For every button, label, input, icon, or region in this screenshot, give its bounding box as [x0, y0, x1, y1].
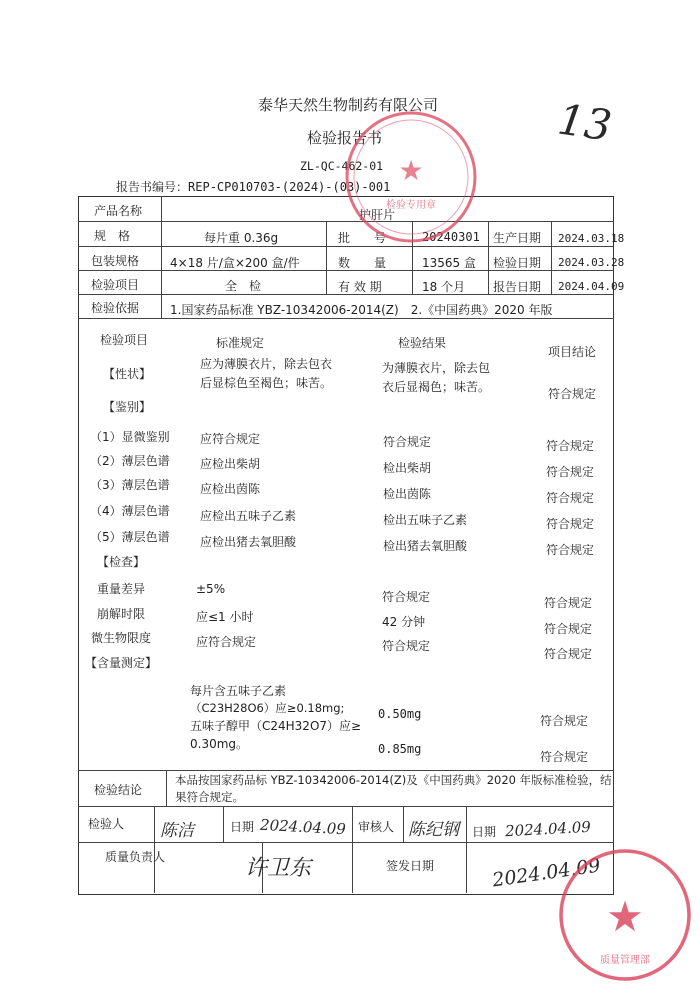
check-item-1: 重量差异: [97, 582, 146, 596]
check-res-1: 符合规定: [382, 590, 431, 604]
report-number-label: 报告书编号：: [116, 180, 189, 194]
ident-res-1: 符合规定: [383, 435, 432, 449]
issue-date: 2024.04.09: [490, 854, 602, 892]
ident-res-3: 检出茵陈: [383, 487, 432, 501]
section-checks: 【检查】: [97, 555, 146, 569]
batch-value: 20240301: [422, 230, 480, 244]
check-std-2: 应≤1 小时: [196, 610, 254, 624]
inspector-signature: 陈洁: [160, 821, 194, 841]
check-std-1: ±5%: [196, 582, 226, 596]
inspector-date-label: 日期: [230, 820, 255, 834]
assay-result-1: 0.50mg: [378, 707, 422, 721]
ident-std-3: 应检出茵陈: [200, 482, 261, 496]
traits-result-1: 为薄膜衣片，除去包: [382, 361, 491, 375]
assay-std-line-4: 0.30mg。: [190, 737, 249, 751]
ident-std-4: 应检出五味子乙素: [200, 509, 297, 523]
test-date-label: 检验日期: [493, 256, 542, 270]
svg-text:★: ★: [398, 154, 424, 187]
spec-value: 每片重 0.36g: [204, 231, 279, 245]
check-con-1: 符合规定: [544, 596, 593, 610]
conclusion-line-1: 本品按国家药品标 YBZ-10342006-2014(Z)及《中国药典》2020 年版标准检验，结: [175, 773, 612, 787]
assay-std-line-3: 五味子醇甲（C24H32O7）应≥: [190, 719, 362, 733]
assay-conclusion-1: 符合规定: [540, 714, 589, 728]
section-traits: 【性状】: [103, 367, 152, 381]
spec-label: 规 格: [94, 229, 131, 243]
doc-code: ZL-QC-462-01: [300, 159, 384, 173]
conclusion-line-2: 果符合规定。: [175, 790, 244, 804]
assay-std-line-1: 每片含五味子乙素: [190, 684, 287, 698]
ident-item-4: （4）薄层色谱: [90, 504, 170, 518]
col-standard: 标准规定: [216, 336, 265, 350]
product-name-value: 护肝片: [359, 208, 396, 222]
report-number-value: REP-CP010703-(2024)-(03)-001: [188, 180, 391, 194]
col-item: 检验项目: [100, 333, 149, 347]
reviewer-date: 2024.04.09: [504, 817, 592, 841]
ident-item-3: （3）薄层色谱: [90, 478, 170, 492]
qc-seal-stamp: [342, 108, 480, 246]
check-res-2: 42 分钟: [382, 615, 426, 629]
traits-standard-1: 应为薄膜衣片，除去包衣: [200, 357, 333, 371]
product-name-label: 产品名称: [94, 204, 143, 218]
test-item-label: 检验项目: [91, 278, 140, 292]
section-identification: 【鉴别】: [103, 400, 152, 414]
ident-res-5: 检出猪去氧胆酸: [383, 539, 468, 553]
col-result: 检验结果: [398, 336, 447, 350]
page-mark: 13: [554, 94, 615, 151]
reviewer-signature: 陈纪钢: [408, 820, 459, 840]
traits-result-2: 衣后显褐色；味苦。: [382, 380, 491, 394]
validity-value: 18 个月: [422, 280, 466, 294]
quantity-label: 数 量: [338, 256, 387, 270]
svg-text:★: ★: [606, 892, 644, 941]
qa-signature: 许卫东: [245, 856, 312, 881]
reviewer-date-label: 日期: [472, 825, 497, 839]
qa-label: 质量负责人: [105, 850, 166, 864]
production-date-value: 2024.03.18: [558, 232, 625, 245]
ident-con-5: 符合规定: [546, 543, 595, 557]
ident-std-2: 应检出柴胡: [200, 457, 261, 471]
test-item-value: 全 检: [225, 279, 262, 293]
assay-result-2: 0.85mg: [378, 742, 422, 756]
package-label: 包装规格: [91, 254, 140, 268]
check-std-3: 应符合规定: [196, 635, 257, 649]
ident-item-2: （2）薄层色谱: [90, 454, 170, 468]
ident-res-4: 检出五味子乙素: [383, 513, 468, 527]
check-res-3: 符合规定: [382, 639, 431, 653]
report-title: 检验报告书: [307, 129, 383, 147]
ident-con-2: 符合规定: [546, 465, 595, 479]
svg-text:质量管理部: 质量管理部: [600, 955, 650, 966]
ident-std-5: 应检出猪去氧胆酸: [200, 535, 297, 549]
production-date-label: 生产日期: [493, 231, 542, 245]
inspector-label: 检验人: [88, 817, 125, 831]
ident-con-3: 符合规定: [546, 491, 595, 505]
traits-conclusion: 符合规定: [548, 387, 597, 401]
ident-res-2: 检出柴胡: [383, 461, 432, 475]
reviewer-label: 审核人: [358, 820, 395, 834]
report-date-value: 2024.04.09: [558, 280, 625, 293]
check-con-2: 符合规定: [544, 622, 593, 636]
quantity-value: 13565 盒: [422, 256, 476, 270]
ident-con-1: 符合规定: [546, 439, 595, 453]
check-item-2: 崩解时限: [97, 607, 146, 621]
col-conclusion: 项目结论: [548, 345, 597, 359]
ident-con-4: 符合规定: [546, 517, 595, 531]
validity-label: 有 效 期: [338, 280, 382, 294]
basis-label: 检验依据: [91, 301, 140, 315]
check-item-3: 微生物限度: [91, 631, 152, 645]
ident-std-1: 应符合规定: [200, 432, 261, 446]
basis-value: 1.国家药品标准 YBZ-10342006-2014(Z) 2.《中国药典》2020 年版: [170, 303, 553, 317]
report-date-label: 报告日期: [493, 280, 542, 294]
issue-date-label: 签发日期: [386, 859, 435, 873]
test-date-value: 2024.03.28: [558, 256, 625, 269]
section-assay: 【含量测定】: [85, 656, 158, 670]
ident-item-5: （5）薄层色谱: [90, 530, 170, 544]
traits-standard-2: 后显棕色至褐色；味苦。: [200, 376, 333, 390]
batch-label: 批 号: [338, 231, 387, 245]
check-con-3: 符合规定: [544, 647, 593, 661]
assay-std-line-2: （C23H28O6）应≥0.18mg;: [190, 701, 345, 715]
ident-item-1: （1）显微鉴别: [90, 430, 170, 444]
company-name: 泰华天然生物制药有限公司: [258, 96, 439, 114]
conclusion-label: 检验结论: [94, 783, 143, 797]
package-value: 4×18 片/盒×200 盒/件: [170, 256, 300, 270]
assay-conclusion-2: 符合规定: [540, 750, 589, 764]
inspector-date: 2024.04.09: [259, 815, 347, 839]
svg-text:检验专用章: 检验专用章: [386, 200, 436, 211]
qa-seal-stamp: [555, 845, 695, 985]
